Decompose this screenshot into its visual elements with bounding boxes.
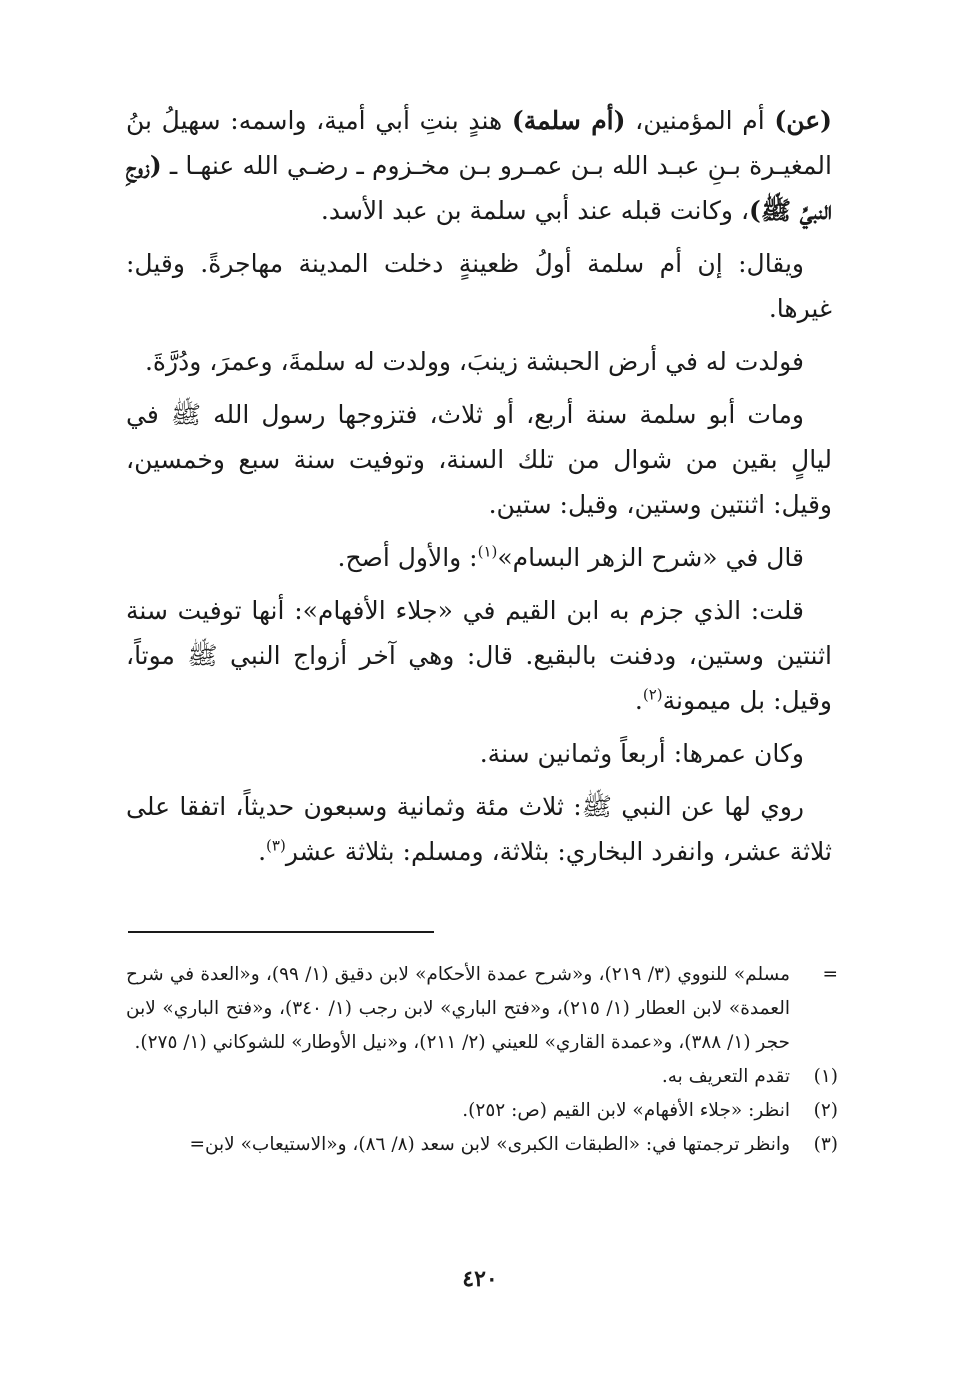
continuation-mark: = bbox=[822, 964, 838, 985]
paragraph-8 bbox=[126, 784, 832, 874]
text-run: : والأول أصح. bbox=[337, 543, 478, 572]
text-run: . bbox=[634, 686, 643, 715]
footnote-text: انظر: «جلاء الأفهام» لابن القيم (ص: ٢٥٢). bbox=[462, 1100, 790, 1121]
footnote-1 bbox=[126, 1060, 838, 1094]
paragraph-2: ويقال: إن أم سلمة أولُ ظعينةٍ دخلت المدينة مهاجرةً. وقيل: غيرها. bbox=[126, 249, 832, 323]
paragraph-1 bbox=[126, 98, 832, 233]
bold-term: (زوجِ النبيِّ ﷺ) bbox=[126, 151, 832, 225]
footnote-text: وانظر ترجمتها في: «الطبقات الكبرى» لابن سعد (٨/ ٨٦)، و«الاستيعاب» لابن= bbox=[189, 1134, 790, 1155]
text-run: قال في «شرح الزهر البسام» bbox=[497, 543, 804, 572]
footnote-divider bbox=[128, 931, 434, 933]
paragraph-7: وكان عمرها: أربعاً وثمانين سنة. bbox=[479, 739, 804, 768]
paragraph-4: ومات أبو سلمة سنة أربع، أو ثلاث، فتزوجها رسول الله ﷺ في ليالٍ بقين من شوال من تلك السنة، وتوفيت سنة سبع وخمسين، وقيل: اثنتين وستين، وقيل: ستين. bbox=[126, 400, 832, 519]
footnote-ref-1[interactable]: (١) bbox=[477, 542, 498, 561]
bold-term: (أم سلمة) bbox=[511, 106, 626, 135]
main-text bbox=[126, 98, 832, 882]
text-run: روي لها عن النبي ﷺ: ثلاث مئة وثمانية وسبعون حديثاً، اتفقا على ثلاثة عشر، وانفرد البخاري: بثلاثة، ومسلم: بثلاثة عشر bbox=[126, 792, 832, 866]
footnote-text: تقدم التعريف به. bbox=[661, 1066, 790, 1087]
footnote-mark: (٢) bbox=[813, 1100, 838, 1121]
text-run: قلت: الذي جزم به ابن القيم في «جلاء الأفهام»: أنها توفيت سنة اثنتين وستين، ودفنت بالبقيع. قال: وهي آخر أزواج النبي ﷺ موتاً، وقيل: بل ميمونة bbox=[126, 596, 832, 715]
footnote-ref-3[interactable]: (٣) bbox=[266, 836, 286, 855]
footnote-text: مسلم» للنووي (٣/ ٢١٩)، و«شرح عمدة الأحكام» لابن دقيق (١/ ٩٩)، و«العدة في شرح العمدة» لابن العطار (١/ ٢١٥)، و«فتح الباري» لابن رجب (١/ ٣٤٠)، و«فتح الباري» لابن حجر (١/ ٣٨٨)، و«عمدة القاري» للعيني (٢/ ٢١١)، و«نيل الأوطار» للشوكاني (١/ ٢٧٥). bbox=[126, 964, 791, 1053]
footnote-ref-2[interactable]: (٢) bbox=[642, 685, 663, 704]
footnote-mark: (١) bbox=[813, 1066, 838, 1087]
paragraph-5 bbox=[126, 535, 832, 580]
footnote-mark: (٣) bbox=[813, 1134, 838, 1155]
bold-term: (عن) bbox=[774, 106, 832, 135]
footnote-continuation bbox=[126, 958, 838, 1060]
text-run: أم المؤمنين، bbox=[625, 106, 775, 135]
footnotes bbox=[126, 958, 838, 1162]
footnote-3 bbox=[126, 1128, 838, 1162]
text-run: . bbox=[258, 837, 267, 866]
footnote-2 bbox=[126, 1094, 838, 1128]
paragraph-3: فولدت له في أرض الحبشة زينبَ، وولدت له سلمةَ، وعمرَ، ودُرَّةَ. bbox=[144, 347, 804, 376]
paragraph-6 bbox=[126, 588, 832, 723]
page-number: ٤٢٠ bbox=[462, 1266, 498, 1292]
text-run: هندٍ بنتِ أبي أمية، واسمه: سهيلُ بنُ المغيـرة بـنِ عبـد الله بـن عمـرو بـن مخـزوم ـ رضـي الله عنهـا ـ bbox=[126, 106, 832, 180]
text-run: ، وكانت قبله عند أبي سلمة بن عبد الأسد. bbox=[320, 196, 750, 225]
